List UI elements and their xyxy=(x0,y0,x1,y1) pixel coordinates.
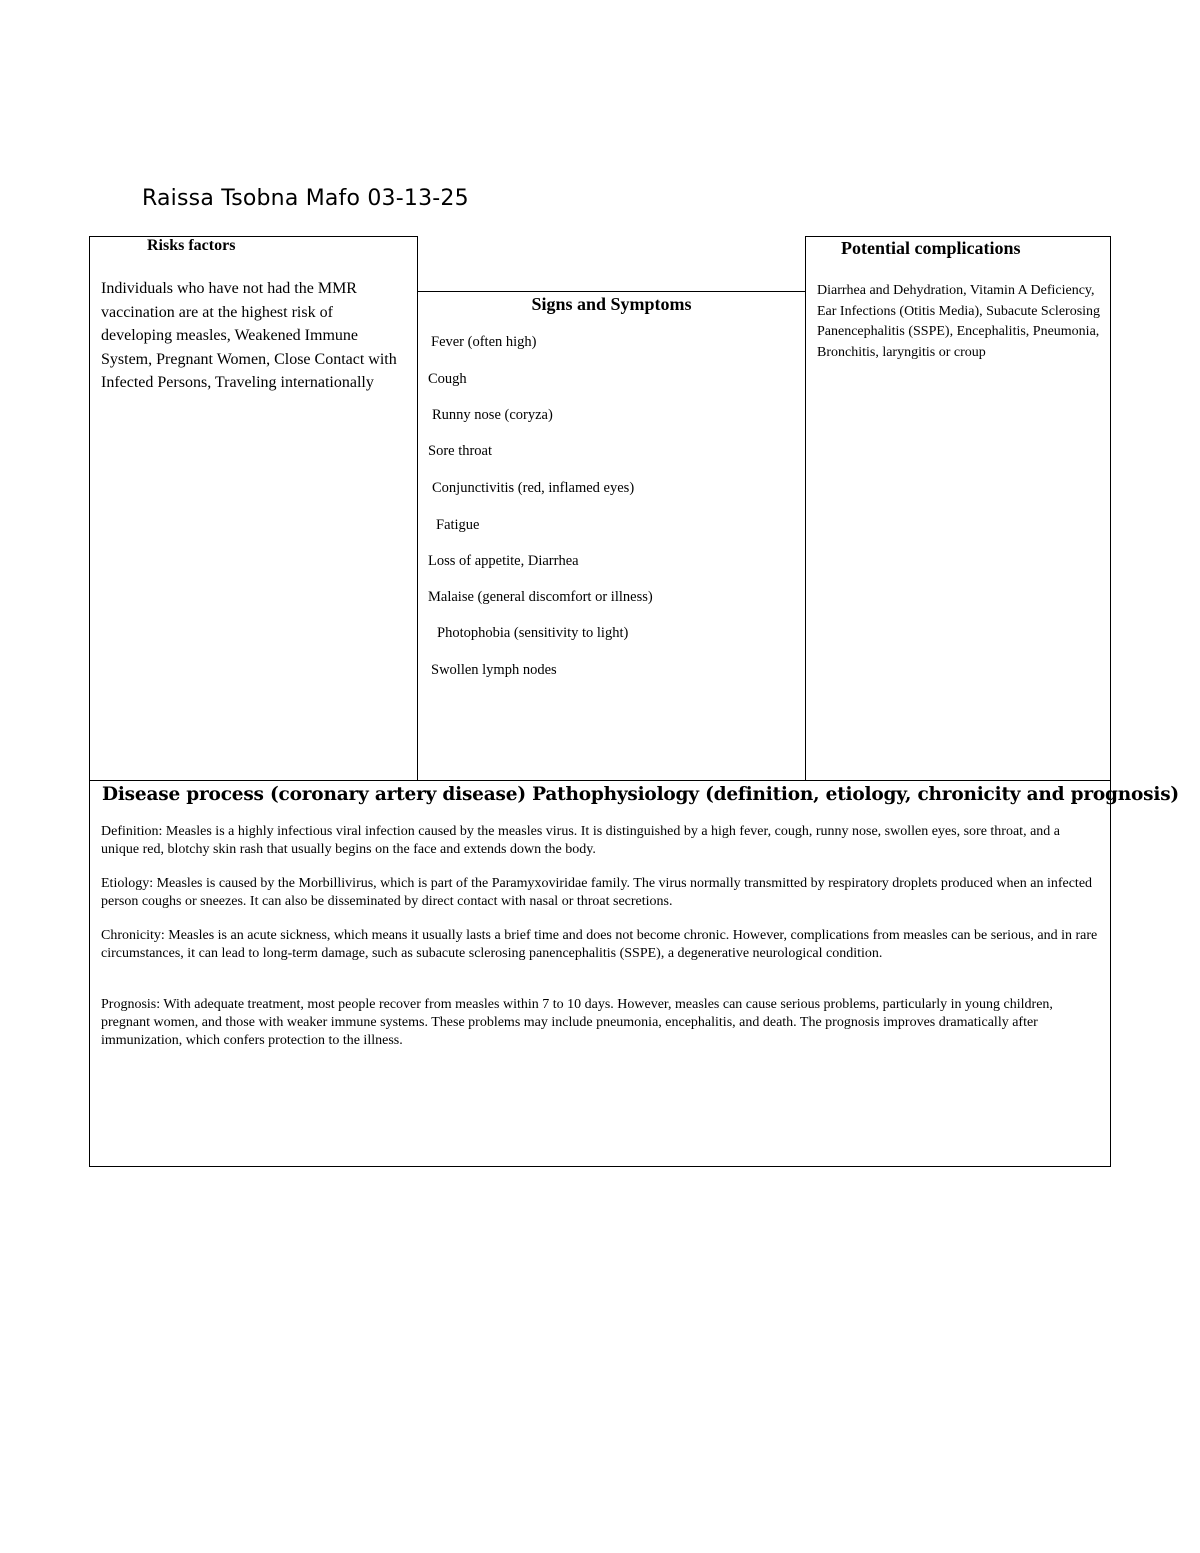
prognosis-paragraph: Prognosis: With adequate treatment, most people recover from measles within 7 to 10 days. However, measles can cause serious problems, particularly in young children, pregnant women, and those with weaker immune systems. These problems may include pneumonia, encephalitis, and death. The prognosis improves dramatically after immunization, which confers protection to the illness. xyxy=(101,997,1053,1048)
list-item: Photophobia (sensitivity to light) xyxy=(437,625,629,641)
definition-paragraph: Definition: Measles is a highly infectious viral infection caused by the measles virus. It is distinguished by a high fever, cough, runny nose, swollen eyes, sore throat, and a unique red, blotchy skin rash that usually begins on the face and extends down the body. xyxy=(101,824,1060,857)
list-item: Loss of appetite, Diarrhea xyxy=(428,553,579,569)
signs-symptoms-heading: Signs and Symptoms xyxy=(531,294,692,314)
complications-heading: Potential complications xyxy=(841,238,1021,258)
risk-factors-text: Individuals who have not had the MMR vaccination are at the highest risk of developing measles, Weakened Immune System, Pregnant Women, Close Contact with Infected Persons, Traveling internationally xyxy=(101,280,397,391)
risk-factors-box xyxy=(89,236,418,781)
signs-symptoms-box xyxy=(417,291,806,781)
complications-text: Diarrhea and Dehydration, Vitamin A Deficiency, Ear Infections (Otitis Media), Subacute Sclerosing Panencephalitis (SSPE), Encephalitis, Pneumonia, Bronchitis, laryngitis or croup xyxy=(817,283,1101,360)
list-item: Fever (often high) xyxy=(431,334,537,350)
disease-process-box xyxy=(89,780,1179,1167)
disease-process-heading: Disease process (coronary artery disease) Pathophysiology (definition, etiology, chronicity and prognosis) xyxy=(102,784,1179,805)
list-item: Malaise (general discomfort or illness) xyxy=(428,589,653,605)
document-title: Raissa Tsobna Mafo 03-13-25 xyxy=(142,186,469,211)
list-item: Cough xyxy=(428,371,467,387)
complications-box xyxy=(805,236,1111,781)
etiology-paragraph: Etiology: Measles is caused by the Morbillivirus, which is part of the Paramyxoviridae family. The virus normally transmitted by respiratory droplets produced when an infected person coughs or sneezes. It can also be disseminated by direct contact with nasal or throat secretions. xyxy=(101,876,1093,909)
list-item: Conjunctivitis (red, inflamed eyes) xyxy=(432,480,635,496)
list-item: Sore throat xyxy=(428,443,493,459)
list-item: Swollen lymph nodes xyxy=(431,662,557,678)
list-item: Fatigue xyxy=(436,517,480,533)
risk-factors-heading: Risks factors xyxy=(147,237,236,254)
chronicity-paragraph: Chronicity: Measles is an acute sickness, which means it usually lasts a brief time and does not become chronic. However, complications from measles can be serious, and in rare circumstances, it can lead to long-term damage, such as subacute sclerosing panencephalitis (SSPE), a degenerative neurological condition. xyxy=(101,928,1098,961)
list-item: Runny nose (coryza) xyxy=(432,407,553,423)
